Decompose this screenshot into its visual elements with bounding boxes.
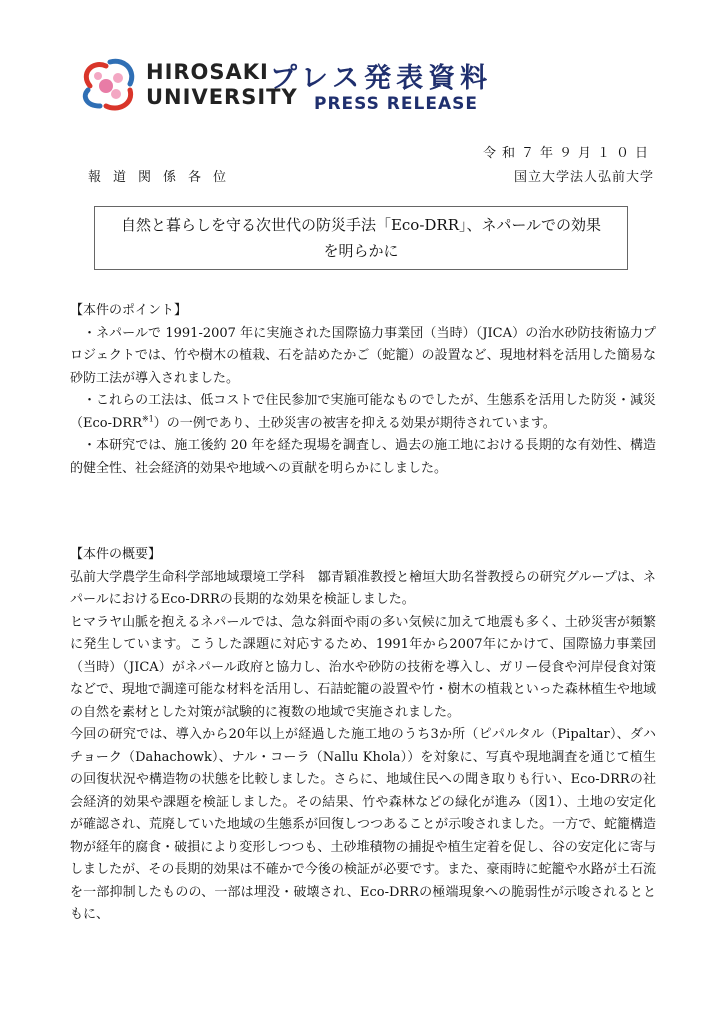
sender: 国立大学法人弘前大学 — [513, 170, 654, 185]
university-name-line1: HIROSAKI — [146, 60, 269, 84]
point-item: ・本研究では、施工後約 20 年を経た現場を調査し、過去の施工地における長期的な有効性、構造的健全性、社会経済的効果や地域への貢献を明らかにしました。 — [70, 438, 656, 476]
overview-paragraph: 弘前大学農学生命科学部地域環境工学科 鄒青穎准教授と檜垣大助名誉教授らの研究グループは、ネパールにおけるEco-DRRの長期的な効果を検証しました。 — [70, 569, 656, 607]
title-box — [94, 206, 628, 270]
press-release-title-jp: プレス発表資料 — [270, 63, 493, 94]
point-item-text: ・これらの工法は、低コストで住民参加で実施可能なものでしたが、生態系を活用した防災・減災（Eco-DRR — [70, 393, 656, 431]
overview-section — [70, 544, 656, 927]
hirosaki-university-logo — [76, 56, 142, 112]
point-item — [70, 390, 656, 435]
point-item: ・ネパールで 1991-2007 年に実施された国際協力事業団（当時）（JICA）の治水砂防技術協力プロジェクトでは、竹や樹木の植栽、石を詰めたかご（蛇籠）の設置など、現地材料を活用した簡易な砂防工法が導入されました。 — [70, 325, 656, 386]
points-section — [70, 300, 656, 480]
press-release-title-en: PRESS RELEASE — [314, 94, 478, 114]
overview-paragraph: ヒマラヤ山脈を抱えるネパールでは、急な斜面や雨の多い気候に加えて地震も多く、土砂災害が頻繁に発生しています。こうした課題に対応するため、1991年から2007年にかけて、国際協力事業団（当時）（JICA）がネパール政府と協力し、治水や砂防の技術を導入し、ガリー侵食や河岸侵食対策などで、現地で調達可能な材料を活用し、石詰蛇籠の設置や竹・樹木の植栽といった森林植生や地域の自然を素材とした対策が試験的に複数の地域で実施されました。 — [70, 614, 656, 720]
recipients: 報道関係各位 — [88, 170, 239, 185]
overview-heading: 【本件の概要】 — [70, 547, 162, 562]
points-heading: 【本件のポイント】 — [70, 303, 188, 318]
point-item-text-cont: ）の一例であり、土砂災害の被害を抑える効果が期待されています。 — [153, 415, 556, 431]
document-title: 自然と暮らしを守る次世代の防災手法「Eco-DRR」、ネパールでの効果を明らかに — [120, 216, 602, 260]
university-name-line2: UNIVERSITY — [146, 85, 298, 109]
overview-paragraph: 今回の研究では、導入から20年以上が経過した施工地のうち3か所（ピパルタル（Pipaltar）、ダハチョーク（Dahachowk）、ナル・コーラ（Nallu Khola））を対象に、写真や現地調査を通じて植生の回復状況や構造物の状態を比較しました。さらに、地域住民への聞き取りも行い、Eco-DRRの社会経済的効果や課題を検証しました。その結果、竹や森林などの緑化が進み（図1）、土地の安定化が確認され、荒廃していた地域の生態系が回復しつつあることが示唆されました。一方で、蛇籠構造物が経年的腐食・破損により変形しつつも、土砂堆積物の捕捉や植生定着を促し、谷の安定化に寄与しましたが、その長期的効果は不確かで今後の検証が必要です。また、豪雨時に蛇籠や水路が土石流を一部抑制したものの、一部は埋没・破壊され、Eco-DRRの極端現象への脆弱性が示唆されるとともに、 — [70, 727, 656, 922]
release-date: 令和７年９月１０日 — [482, 146, 654, 161]
footnote-marker: ※1 — [142, 414, 154, 424]
